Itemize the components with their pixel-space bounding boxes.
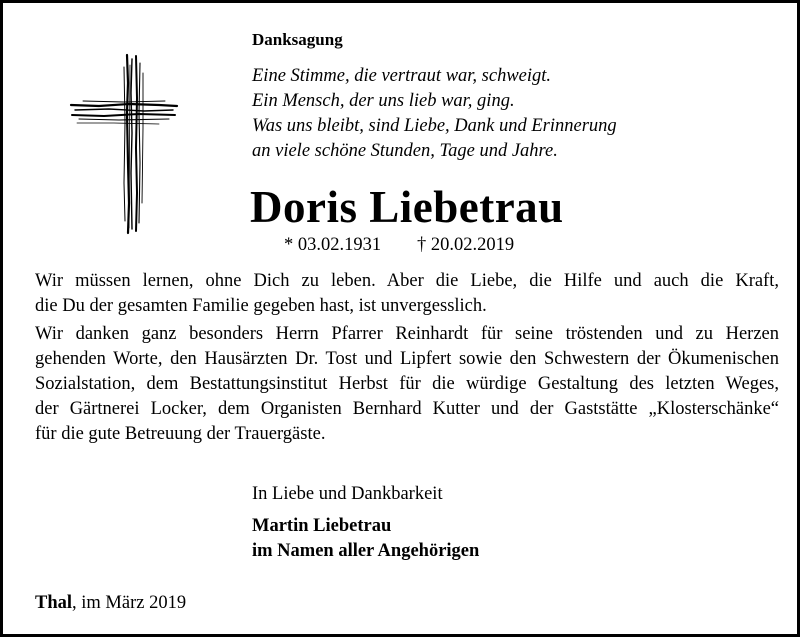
paragraph-line: für die gute Betreuung der Trauergäste. <box>35 424 326 444</box>
heading: Danksagung <box>252 30 343 49</box>
date: , im März 2019 <box>72 593 187 613</box>
paragraph-line: Wir müssen lernen, ohne Dich zu leben. Aber die Liebe, die Hilfe und auch die Kraft, <box>35 271 779 291</box>
death-date: † 20.02.2019 <box>417 235 515 255</box>
signature-block <box>252 514 479 564</box>
closing-greeting: In Liebe und Dankbarkeit <box>252 484 443 504</box>
paragraph <box>35 322 779 447</box>
poem-line: an viele schöne Stunden, Tage und Jahre. <box>252 141 558 161</box>
paragraph <box>35 269 779 319</box>
poem-line: Ein Mensch, der uns lieb war, ging. <box>252 91 515 111</box>
paragraph-line: die Du der gesamten Familie gegeben hast, ist unvergesslich. <box>35 296 487 316</box>
paragraph-line: der Gärtnerei Locker, dem Organisten Bernhard Kutter und der Gaststätte „Klosterschänke“ <box>35 399 779 419</box>
place: Thal <box>35 593 73 613</box>
cross-icon <box>69 53 179 235</box>
paragraph-line: gehenden Worte, den Hausärzten Dr. Tost und Lipfert sowie den Schwestern der Ökumenischen <box>35 349 779 369</box>
place-date <box>35 593 186 614</box>
signer-note: im Namen aller Angehörigen <box>252 541 480 561</box>
paragraph-line: Sozialstation, dem Bestattungsinstitut Herbst für die würdige Gestaltung des letzten Weges, <box>35 374 779 394</box>
signer-name: Martin Liebetrau <box>252 516 392 536</box>
deceased-name: Doris Liebetrau <box>250 182 564 232</box>
poem-line: Eine Stimme, die vertraut war, schweigt. <box>252 66 552 86</box>
poem-line: Was uns bleibt, sind Liebe, Dank und Erinnerung <box>252 116 617 136</box>
birth-date: * 03.02.1931 <box>284 235 382 255</box>
paragraph-line: Wir danken ganz besonders Herrn Pfarrer Reinhardt für seine tröstenden und zu Herzen <box>35 324 779 344</box>
poem <box>252 64 617 164</box>
